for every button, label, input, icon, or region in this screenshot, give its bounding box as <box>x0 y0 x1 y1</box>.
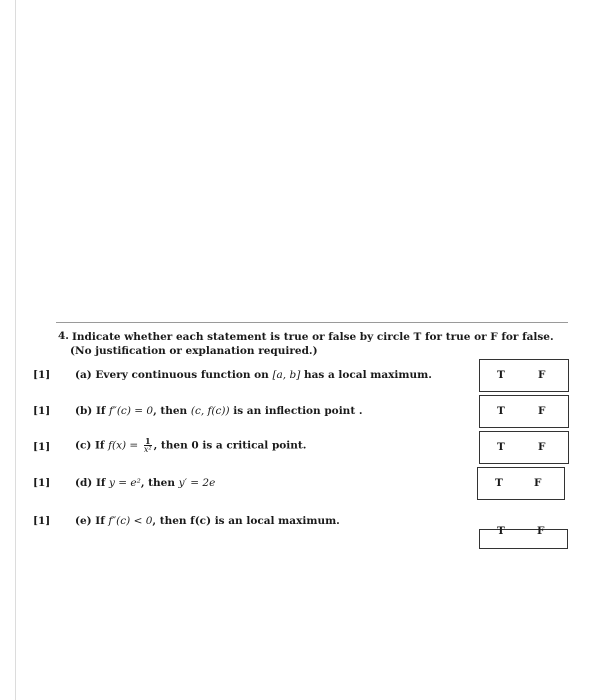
false-option-e[interactable]: F <box>537 525 545 537</box>
question-instructions: Indicate whether each statement is true or false by circle T for true or F for false. (No justification or explanation required.) <box>70 331 554 357</box>
tf-answer-box-c[interactable] <box>479 431 569 464</box>
statement-d: (d) If y = e², then y′ = 2e <box>75 477 216 489</box>
false-option-b[interactable]: F <box>538 405 546 417</box>
tf-answer-box-e[interactable] <box>479 525 568 549</box>
statement-b: (b) If f″(c) = 0, then (c, f(c)) is an inflection point . <box>75 405 363 417</box>
false-option-d[interactable]: F <box>534 477 542 489</box>
section-divider <box>56 322 568 323</box>
tf-answer-box-b[interactable] <box>479 395 569 428</box>
tf-answer-box-a[interactable] <box>479 359 569 392</box>
true-option-c[interactable]: T <box>497 441 505 453</box>
statement-c: (c) If f(x) = $\frac{1}{\text{x²}}$ , then 0 is a critical point. <box>75 436 307 454</box>
marks-b: [1] <box>33 405 51 417</box>
marks-d: [1] <box>33 477 51 489</box>
true-option-b[interactable]: T <box>497 405 505 417</box>
marks-a: [1] <box>33 369 51 381</box>
marks-c: [1] <box>33 441 51 453</box>
false-option-a[interactable]: F <box>538 369 546 381</box>
tf-answer-box-d[interactable] <box>477 467 565 500</box>
true-option-e[interactable]: T <box>497 525 505 537</box>
statement-e: (e) If f″(c) < 0, then f(c) is an local maximum. <box>75 515 340 527</box>
statement-a: (a) Every continuous function on [a, b] has a local maximum. <box>75 369 432 381</box>
true-option-d[interactable]: T <box>495 477 503 489</box>
question-number: 4. <box>58 330 69 342</box>
page-left-edge <box>15 0 16 700</box>
false-option-c[interactable]: F <box>538 441 546 453</box>
true-option-a[interactable]: T <box>497 369 505 381</box>
fraction-one-over-x-squared: $\frac{1}{\text{x²}}$ <box>143 436 152 454</box>
marks-e: [1] <box>33 515 51 527</box>
